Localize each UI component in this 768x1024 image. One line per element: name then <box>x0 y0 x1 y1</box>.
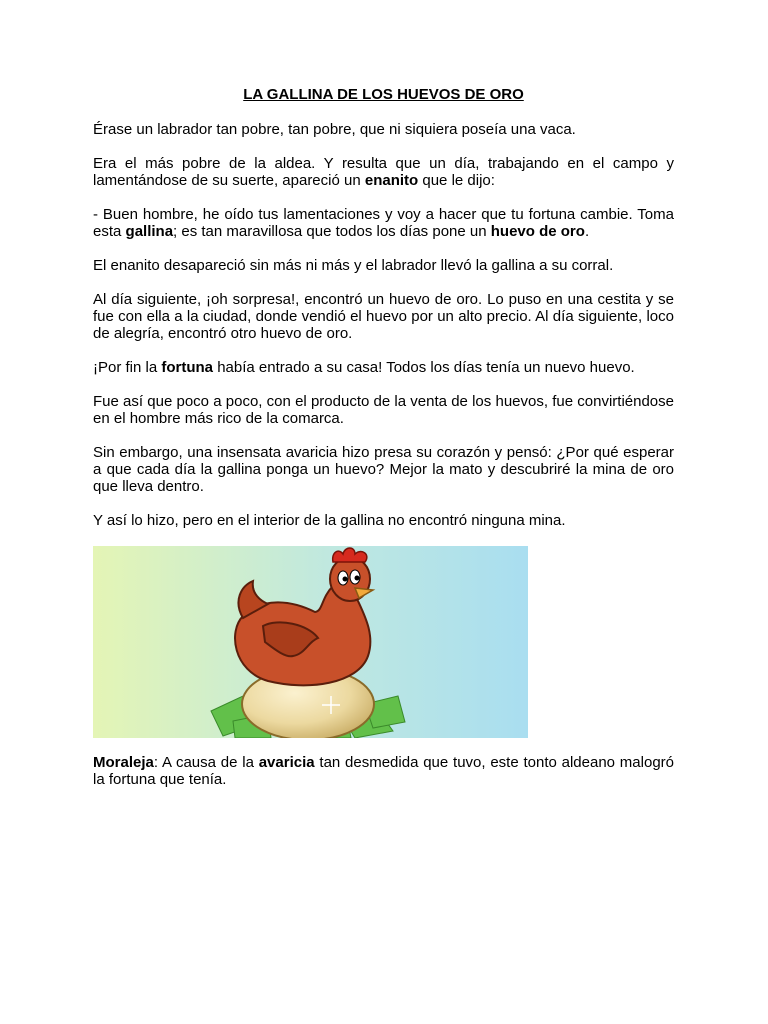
paragraph-9: Y así lo hizo, pero en el interior de la gallina no encontró ninguna mina. <box>93 512 566 529</box>
paragraph-2: Era el más pobre de la aldea. Y resulta que un día, trabajando en el campo y lamentándose de su suerte, apareció un enanito que le dijo: <box>93 155 674 189</box>
paragraph-8: Sin embargo, una insensata avaricia hizo presa su corazón y pensó: ¿Por qué esperar a que cada día la gallina ponga un huevo? Mejor la mato y descubriré la mina de oro que lleva dentro. <box>93 444 674 495</box>
hen-on-golden-egg-illustration <box>93 546 528 738</box>
bold-avaricia: avaricia <box>258 754 315 771</box>
story-title: LA GALLINA DE LOS HUEVOS DE ORO <box>243 86 524 103</box>
bold-gallina: gallina <box>125 223 174 240</box>
paragraph-5: Al día siguiente, ¡oh sorpresa!, encontró un huevo de oro. Lo puso en una cestita y se fue con ella a la ciudad, donde vendió el huevo por un alto precio. Al día siguiente, loco de alegría, encontró otro huevo de oro. <box>93 291 674 342</box>
paragraph-3: - Buen hombre, he oído tus lamentaciones y voy a hacer que tu fortuna cambie. Toma esta gallina; es tan maravillosa que todos los días pone un huevo de oro. <box>93 206 674 240</box>
moral-paragraph: Moraleja: A causa de la avaricia tan desmedida que tuvo, este tonto aldeano malogró la fortuna que tenía. <box>93 754 674 788</box>
bold-moraleja: Moraleja <box>93 754 154 771</box>
paragraph-7: Fue así que poco a poco, con el producto de la venta de los huevos, fue convirtiéndose en el hombre más rico de la comarca. <box>93 393 674 427</box>
bold-fortuna: fortuna <box>161 359 214 376</box>
paragraph-6: ¡Por fin la fortuna había entrado a su casa! Todos los días tenía un nuevo huevo. <box>93 359 635 376</box>
paragraph-4: El enanito desapareció sin más ni más y el labrador llevó la gallina a su corral. <box>93 257 614 274</box>
document-page <box>93 86 674 805</box>
paragraph-1: Érase un labrador tan pobre, tan pobre, que ni siquiera poseía una vaca. <box>93 121 576 138</box>
bold-huevo-de-oro: huevo de oro <box>490 223 585 240</box>
bold-enanito: enanito <box>364 172 419 189</box>
